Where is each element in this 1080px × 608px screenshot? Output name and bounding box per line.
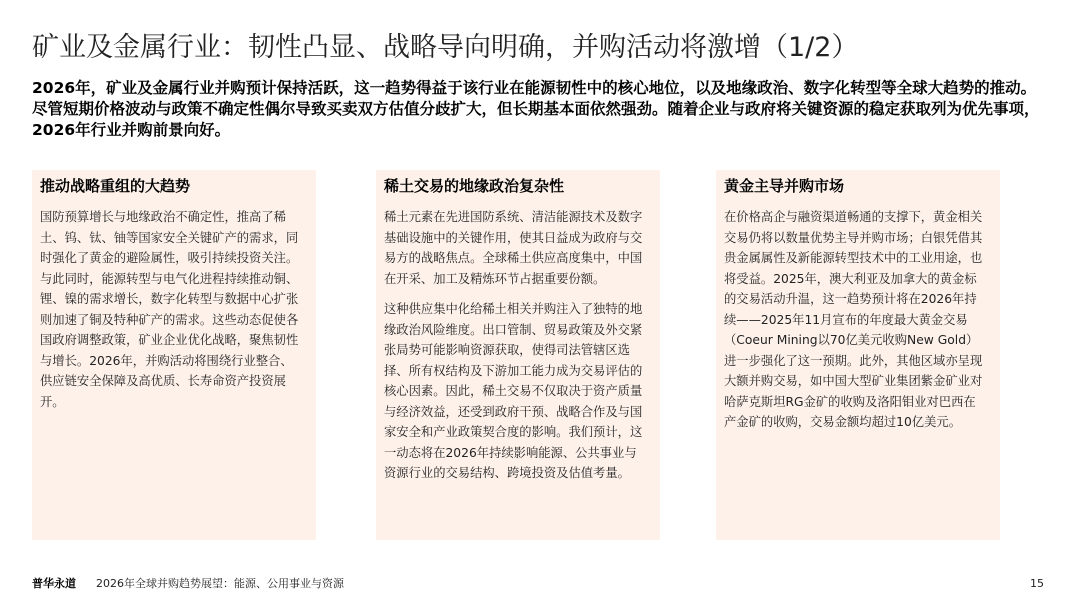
card-body <box>40 207 302 422</box>
card-gold <box>716 170 1000 540</box>
intro-paragraph: 2026年，矿业及金属行业并购预计保持活跃，这一趋势得益于该行业在能源韧性中的核心地位，以及地缘政治、数字化转型等全球大趋势的推动。尽管短期价格波动与政策不确定性偶尔导致买卖双方估值分歧扩大，但长期基本面依然强劲。随着企业与政府将关键资源的稳定获取列为优先事项，2026年行业并购前景向好。 <box>32 79 1040 139</box>
card-title: 稀土交易的地缘政治复杂性 <box>384 177 565 195</box>
card-megatrends <box>32 170 316 540</box>
card-paragraph: 这种供应集中化给稀土相关并购注入了独特的地缘政治风险维度。出口管制、贸易政策及外交紧张局势可能影响资源获取，使得司法管辖区选择、所有权结构及下游加工能力成为交易评估的核心因素。因此，稀土交易不仅取决于资产质量与经济效益，还受到政府干预、战略合作及与国家安全和产业政策契合度的影响。我们预计，这一动态将在2026年持续影响能源、公共事业与资源行业的交易结构、跨境投资及估值考量。 <box>384 302 643 480</box>
card-title: 推动战略重组的大趋势 <box>40 177 191 195</box>
footer-report-title: 2026年全球并购趋势展望：能源、公用事业与资源 <box>96 577 344 590</box>
page-title: 矿业及金属行业：韧性凸显、战略导向明确，并购活动将激增（1/2） <box>32 32 859 63</box>
card-body <box>384 207 646 494</box>
page-number: 15 <box>1030 577 1044 590</box>
card-paragraph: 在价格高企与融资渠道畅通的支撑下，黄金相关交易仍将以数量优势主导并购市场；白银凭借其贵金属属性及新能源转型技术中的工业用途，也将受益。2025年，澳大利亚及加拿大的黄金标的交易活动升温，这一趋势预计将在2026年持续——2025年11月宣布的年度最大黄金交易（Coeur Mining以70亿美元收购New Gold）进一步强化了这一预期。此外，其他区域亦呈现大额并购交易，如中国大型矿业集团紫金矿业对哈萨克斯坦RG金矿的收购及洛阳钼业对巴西在产金矿的收购，交易金额均超过10亿美元。 <box>724 210 983 429</box>
card-paragraph: 稀土元素在先进国防系统、清洁能源技术及数字基础设施中的关键作用，使其日益成为政府与交易方的战略焦点。全球稀土供应高度集中，中国在开采、加工及精炼环节占据重要份额。 <box>384 210 643 286</box>
footer-brand: 普华永道 <box>32 577 76 590</box>
card-title: 黄金主导并购市场 <box>724 177 845 195</box>
card-paragraph: 国防预算增长与地缘政治不确定性，推高了稀土、钨、钛、铀等国家安全关键矿产的需求，同时强化了黄金的避险属性，吸引持续投资关注。与此同时，能源转型与电气化进程持续推动铜、锂、镍的需求增长，数字化转型与数据中心扩张则加速了铜及特种矿产的需求。这些动态促使各国政府调整政策，矿业企业优化战略，聚焦韧性与增长。2026年，并购活动将围绕行业整合、供应链安全保障及高优质、长寿命资产投资展开。 <box>40 210 299 409</box>
card-rare-earth <box>376 170 660 540</box>
card-body <box>724 207 986 443</box>
